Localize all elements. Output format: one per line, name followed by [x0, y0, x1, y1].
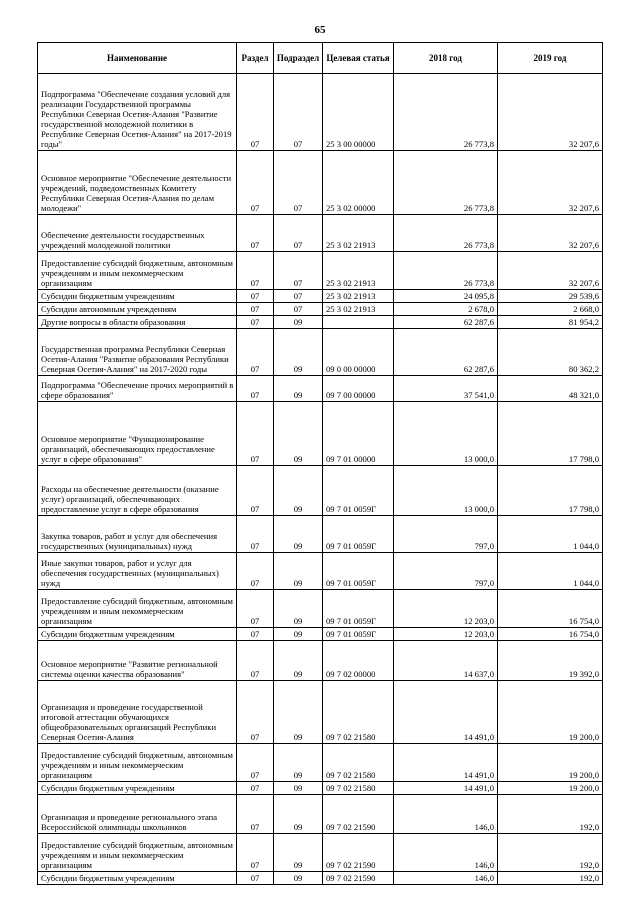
row-article: 25 3 02 21913: [323, 303, 394, 316]
row-amount-2018: 13 000,0: [394, 402, 498, 466]
table-row: [38, 316, 603, 329]
row-amount-2019: 48 321,0: [498, 376, 603, 402]
row-name: Расходы на обеспечение деятельности (оказание услуг) организаций, обеспечивающих предоставление услуг в сфере образования: [38, 466, 237, 516]
row-subsection: 09: [274, 402, 323, 466]
row-amount-2019: 32 207,6: [498, 252, 603, 290]
row-name: Обеспечение деятельности государственных учреждений молодежной политики: [38, 215, 237, 252]
row-subsection: 09: [274, 744, 323, 782]
row-subsection: 09: [274, 834, 323, 872]
row-amount-2018: 26 773,8: [394, 215, 498, 252]
table-body: [38, 74, 603, 885]
table-row: [38, 516, 603, 553]
row-name: Предоставление субсидий бюджетным, автономным учреждениям и иным некоммерческим организациям: [38, 590, 237, 628]
row-subsection: 07: [274, 151, 323, 215]
table-row: [38, 744, 603, 782]
row-subsection: 09: [274, 641, 323, 681]
row-section: 07: [237, 590, 274, 628]
header-article: Целевая статья: [323, 43, 394, 74]
table-row: [38, 376, 603, 402]
table-row: [38, 303, 603, 316]
table-row: [38, 795, 603, 834]
row-amount-2018: 26 773,8: [394, 252, 498, 290]
row-amount-2019: 17 798,0: [498, 402, 603, 466]
row-section: 07: [237, 215, 274, 252]
row-amount-2019: 1 044,0: [498, 516, 603, 553]
row-amount-2019: 192,0: [498, 872, 603, 885]
row-name: Подпрограмма "Обеспечение прочих мероприятий в сфере образования": [38, 376, 237, 402]
header-section: Раздел: [237, 43, 274, 74]
row-article: 09 7 00 00000: [323, 376, 394, 402]
row-amount-2019: 16 754,0: [498, 590, 603, 628]
table-row: [38, 402, 603, 466]
row-subsection: 09: [274, 516, 323, 553]
row-article: 09 7 02 21580: [323, 744, 394, 782]
row-subsection: 09: [274, 872, 323, 885]
row-article: 25 3 02 21913: [323, 252, 394, 290]
row-amount-2019: 192,0: [498, 795, 603, 834]
row-article: 09 7 02 21590: [323, 795, 394, 834]
row-amount-2019: 1 044,0: [498, 553, 603, 590]
table-row: [38, 74, 603, 151]
row-section: 07: [237, 628, 274, 641]
row-article: 09 7 01 0059Г: [323, 628, 394, 641]
row-name: Организация и проведение регионального этапа Всероссийской олимпиады школьников: [38, 795, 237, 834]
row-subsection: 09: [274, 316, 323, 329]
row-amount-2019: 81 954,2: [498, 316, 603, 329]
row-section: 07: [237, 466, 274, 516]
row-name: Основное мероприятие "Функционирование организаций, обеспечивающих предоставление услуг в сфере образования": [38, 402, 237, 466]
row-article: [323, 316, 394, 329]
row-subsection: 09: [274, 590, 323, 628]
row-subsection: 09: [274, 795, 323, 834]
table-row: [38, 834, 603, 872]
row-subsection: 09: [274, 782, 323, 795]
row-subsection: 07: [274, 74, 323, 151]
row-amount-2018: 37 541,0: [394, 376, 498, 402]
header-subsection: Подраздел: [274, 43, 323, 74]
row-article: 09 7 01 00000: [323, 402, 394, 466]
row-amount-2018: 13 000,0: [394, 466, 498, 516]
row-section: 07: [237, 795, 274, 834]
header-year-2019: 2019 год: [498, 43, 603, 74]
row-name: Субсидии бюджетным учреждениям: [38, 872, 237, 885]
table-row: [38, 553, 603, 590]
row-article: 09 7 01 0059Г: [323, 553, 394, 590]
row-amount-2018: 26 773,8: [394, 151, 498, 215]
row-amount-2019: 16 754,0: [498, 628, 603, 641]
row-name: Основное мероприятие "Развитие региональной системы оценки качества образования": [38, 641, 237, 681]
table-row: [38, 290, 603, 303]
table-row: [38, 872, 603, 885]
row-subsection: 09: [274, 681, 323, 744]
row-amount-2018: 2 678,0: [394, 303, 498, 316]
row-section: 07: [237, 316, 274, 329]
row-section: 07: [237, 329, 274, 376]
table-row: [38, 590, 603, 628]
table-row: [38, 151, 603, 215]
row-subsection: 09: [274, 553, 323, 590]
row-section: 07: [237, 252, 274, 290]
row-amount-2018: 14 491,0: [394, 782, 498, 795]
row-amount-2018: 797,0: [394, 516, 498, 553]
row-amount-2019: 32 207,6: [498, 215, 603, 252]
row-section: 07: [237, 744, 274, 782]
header-year-2018: 2018 год: [394, 43, 498, 74]
table-row: [38, 252, 603, 290]
row-amount-2019: 2 668,0: [498, 303, 603, 316]
row-amount-2018: 14 491,0: [394, 744, 498, 782]
row-article: 09 7 02 21590: [323, 872, 394, 885]
row-section: 07: [237, 303, 274, 316]
row-name: Подпрограмма "Обеспечение создания условий для реализации Государственной программы Республики Северная Осетия-Алания "Развитие государственной молодежной политики в Республике Северная Осетия-Алания" на 2017-2019 годы": [38, 74, 237, 151]
row-subsection: 07: [274, 303, 323, 316]
row-subsection: 09: [274, 329, 323, 376]
table-row: [38, 628, 603, 641]
row-article: 09 7 02 21580: [323, 681, 394, 744]
row-section: 07: [237, 681, 274, 744]
row-amount-2018: 62 287,6: [394, 329, 498, 376]
row-name: Организация и проведение государственной итоговой аттестации обучающихся общеобразовательных организаций Республики Северная Осетия-Алания: [38, 681, 237, 744]
row-name: Иные закупки товаров, работ и услуг для обеспечения государственных (муниципальных) нужд: [38, 553, 237, 590]
row-article: 09 7 01 0059Г: [323, 516, 394, 553]
row-amount-2019: 19 200,0: [498, 681, 603, 744]
table-row: [38, 215, 603, 252]
row-article: 25 3 02 21913: [323, 290, 394, 303]
row-name: Субсидии автономным учреждениям: [38, 303, 237, 316]
row-article: 09 7 02 21590: [323, 834, 394, 872]
row-name: Субсидии бюджетным учреждениям: [38, 782, 237, 795]
row-amount-2018: 146,0: [394, 834, 498, 872]
row-article: 09 0 00 00000: [323, 329, 394, 376]
page-number: 65: [314, 24, 326, 36]
row-name: Основное мероприятие "Обеспечение деятельности учреждений, подведомственных Комитету Республики Северная Осетия-Алания по делам молодежи": [38, 151, 237, 215]
row-name: Закупка товаров, работ и услуг для обеспечения государственных (муниципальных) нужд: [38, 516, 237, 553]
row-section: 07: [237, 151, 274, 215]
row-name: Другие вопросы в области образования: [38, 316, 237, 329]
row-amount-2019: 32 207,6: [498, 151, 603, 215]
row-section: 07: [237, 516, 274, 553]
row-article: 09 7 01 0059Г: [323, 466, 394, 516]
row-amount-2019: 192,0: [498, 834, 603, 872]
row-amount-2018: 146,0: [394, 795, 498, 834]
row-article: 09 7 01 0059Г: [323, 590, 394, 628]
row-article: 09 7 02 00000: [323, 641, 394, 681]
table-row: [38, 782, 603, 795]
row-subsection: 07: [274, 215, 323, 252]
row-section: 07: [237, 402, 274, 466]
row-name: Субсидии бюджетным учреждениям: [38, 628, 237, 641]
row-name: Предоставление субсидий бюджетным, автономным учреждениям и иным некоммерческим организациям: [38, 834, 237, 872]
row-amount-2018: 12 203,0: [394, 590, 498, 628]
table-row: [38, 681, 603, 744]
row-article: 25 3 02 21913: [323, 215, 394, 252]
row-section: 07: [237, 74, 274, 151]
row-amount-2019: 19 200,0: [498, 744, 603, 782]
row-amount-2018: 26 773,8: [394, 74, 498, 151]
row-subsection: 09: [274, 376, 323, 402]
row-amount-2019: 19 200,0: [498, 782, 603, 795]
row-name: Предоставление субсидий бюджетным, автономным учреждениям и иным некоммерческим организациям: [38, 744, 237, 782]
row-section: 07: [237, 782, 274, 795]
row-subsection: 07: [274, 252, 323, 290]
row-amount-2018: 24 095,8: [394, 290, 498, 303]
table-row: [38, 466, 603, 516]
row-amount-2018: 12 203,0: [394, 628, 498, 641]
row-amount-2019: 17 798,0: [498, 466, 603, 516]
row-amount-2019: 32 207,6: [498, 74, 603, 151]
row-amount-2019: 29 539,6: [498, 290, 603, 303]
row-subsection: 09: [274, 628, 323, 641]
row-subsection: 07: [274, 290, 323, 303]
table-row: [38, 641, 603, 681]
row-amount-2018: 14 491,0: [394, 681, 498, 744]
header-row: [38, 43, 603, 74]
row-name: Государственная программа Республики Северная Осетия-Алания "Развитие образования Республики Северная Осетия-Алания" на 2017-2020 годы: [38, 329, 237, 376]
row-amount-2018: 62 287,6: [394, 316, 498, 329]
row-article: 25 3 02 00000: [323, 151, 394, 215]
row-section: 07: [237, 872, 274, 885]
row-section: 07: [237, 553, 274, 590]
row-section: 07: [237, 641, 274, 681]
budget-table: [37, 42, 603, 885]
row-name: Предоставление субсидий бюджетным, автономным учреждениям и иным некоммерческим организациям: [38, 252, 237, 290]
table-row: [38, 329, 603, 376]
row-amount-2018: 146,0: [394, 872, 498, 885]
row-amount-2019: 80 362,2: [498, 329, 603, 376]
row-amount-2018: 797,0: [394, 553, 498, 590]
row-section: 07: [237, 290, 274, 303]
row-section: 07: [237, 834, 274, 872]
row-amount-2019: 19 392,0: [498, 641, 603, 681]
row-article: 09 7 02 21580: [323, 782, 394, 795]
row-subsection: 09: [274, 466, 323, 516]
row-article: 25 3 00 00000: [323, 74, 394, 151]
header-name: Наименование: [38, 43, 237, 74]
row-name: Субсидии бюджетным учреждениям: [38, 290, 237, 303]
row-amount-2018: 14 637,0: [394, 641, 498, 681]
row-section: 07: [237, 376, 274, 402]
